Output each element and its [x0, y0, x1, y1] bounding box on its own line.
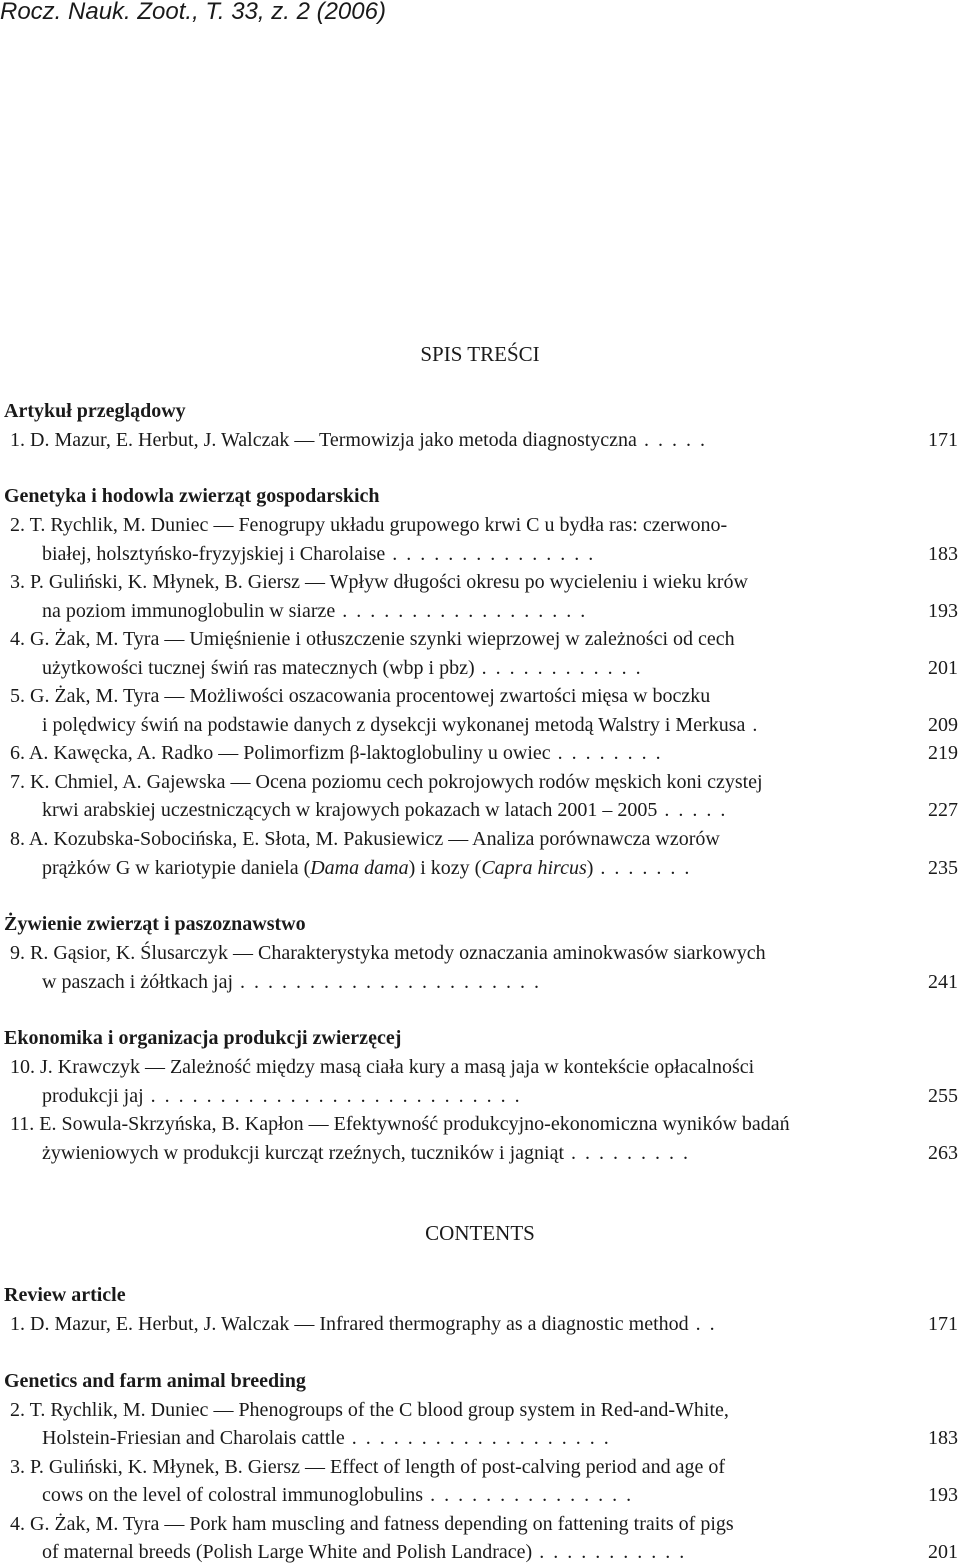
toc-entry-text: 7. K. Chmiel, A. Gajewska — Ocena poziomu cech pokrojowych rodów męskich koni czystej — [10, 771, 763, 793]
page-number: 219 — [928, 742, 958, 764]
toc-entry-continuation[interactable] — [0, 1481, 960, 1509]
toc-entry-text: 3. P. Guliński, K. Młynek, B. Giersz — Wpływ długości okresu po wycieleniu i wieku krów — [10, 571, 748, 593]
page-number: 183 — [928, 543, 958, 565]
leader-dots: . . . . . . . — [593, 857, 692, 879]
toc-entry[interactable] — [0, 682, 960, 710]
contents-title-en: CONTENTS — [425, 1221, 535, 1245]
leader-dots: . . . . . . . . . . . . . . . . . . . . . . . . . . . — [143, 1085, 522, 1107]
leader-dots: . . . . . . . . . . . . — [474, 657, 643, 679]
toc-entry-continuation[interactable] — [0, 711, 960, 739]
toc-entry-text: cows on the level of colostral immunoglobulins — [42, 1484, 424, 1506]
page-number: 193 — [928, 1484, 958, 1506]
toc-entry-text: 10. J. Krawczyk — Zależność między masą ciała kury a masą jaja w kontekście opłacalności — [10, 1056, 755, 1078]
page-number: 171 — [928, 429, 958, 451]
toc-entry-text: produkcji jaj — [42, 1085, 144, 1107]
toc-entry-text: prążków G w kariotypie daniela ( — [42, 857, 311, 879]
toc-entry-continuation[interactable] — [0, 1082, 960, 1110]
toc-entry-continuation[interactable] — [0, 968, 960, 996]
toc-entry-text: na poziom immunoglobulin w siarze — [42, 600, 336, 622]
toc-entry-text: białej, holsztyńsko-fryzyjskiej i Charolaise — [42, 543, 386, 565]
toc-entry-text: 3. P. Guliński, K. Młynek, B. Giersz — Effect of length of post-calving period and age of — [10, 1456, 726, 1478]
toc-entry-continuation[interactable] — [0, 597, 960, 625]
section-heading: Artykuł przeglądowy — [4, 400, 186, 422]
toc-entry[interactable] — [0, 511, 960, 539]
section-heading: Genetics and farm animal breeding — [4, 1370, 306, 1392]
toc-entry-continuation[interactable] — [0, 540, 960, 568]
toc-entry-continuation[interactable] — [0, 1538, 960, 1566]
leader-dots: . . . . . — [636, 429, 707, 451]
leader-dots: . . . . . . . . . — [564, 1142, 691, 1164]
section-heading: Żywienie zwierząt i paszoznawstwo — [4, 913, 306, 935]
page-number: 201 — [928, 1541, 958, 1563]
page-number: 255 — [928, 1085, 958, 1107]
toc-entry-text: w paszach i żółtkach jaj — [42, 971, 234, 993]
toc-entry[interactable] — [0, 739, 960, 767]
page-number: 183 — [928, 1427, 958, 1449]
toc-entry[interactable] — [0, 825, 960, 853]
page-number: 171 — [928, 1313, 958, 1335]
toc-entry-text: ) i kozy ( — [408, 857, 482, 879]
toc-entry[interactable] — [0, 1453, 960, 1481]
species-name: Capra hircus — [481, 857, 587, 879]
toc-entry-text: of maternal breeds (Polish Large White and Polish Landrace) — [42, 1541, 533, 1563]
toc-entry-text: 1. D. Mazur, E. Herbut, J. Walczak — Termowizja jako metoda diagnostyczna — [10, 429, 637, 451]
toc-entry-text: 6. A. Kawęcka, A. Radko — Polimorfizm β-laktoglobuliny u owiec — [10, 742, 551, 764]
toc-entry[interactable] — [0, 1396, 960, 1424]
toc-entry-text: i polędwicy świń na podstawie danych z dysekcji wykonanej metodą Walstry i Merkusa — [42, 714, 746, 736]
toc-entry[interactable] — [0, 1110, 960, 1138]
toc-entry-text: 5. G. Żak, M. Tyra — Możliwości oszacowania procentowej zwartości mięsa w boczku — [10, 685, 711, 707]
toc-entry-continuation[interactable] — [0, 854, 960, 882]
leader-dots: . . . . . . . . . . . . . . . . . . . — [344, 1427, 611, 1449]
toc-entry[interactable] — [0, 768, 960, 796]
toc-entry-continuation[interactable] — [0, 1424, 960, 1452]
toc-entry-text: 8. A. Kozubska-Sobocińska, E. Słota, M. Pakusiewicz — Analiza porównawcza wzorów — [10, 828, 720, 850]
toc-entry-text: ) — [586, 857, 594, 879]
toc-entry[interactable] — [0, 939, 960, 967]
toc-entry-text: krwi arabskiej uczestniczących w krajowych pokazach w latach 2001 – 2005 — [42, 799, 658, 821]
toc-entry-text: 11. E. Sowula-Skrzyńska, B. Kapłon — Efektywność produkcyjno-ekonomiczna wyników badań — [10, 1113, 790, 1135]
toc-entry-text: użytkowości tucznej świń ras matecznych (wbp i pbz) — [42, 657, 475, 679]
leader-dots: . . . . . . . . . . . . . . . — [385, 543, 596, 565]
page-number: 241 — [928, 971, 958, 993]
section-heading: Review article — [4, 1284, 126, 1306]
leader-dots: . — [745, 714, 760, 736]
page-number: 193 — [928, 600, 958, 622]
toc-entry[interactable] — [0, 1053, 960, 1081]
toc-entry-text: 9. R. Gąsior, K. Ślusarczyk — Charakterystyka metody oznaczania aminokwasów siarkowych — [10, 942, 766, 964]
page-number: 209 — [928, 714, 958, 736]
leader-dots: . . . . . . . . . . . . . . . . . . — [335, 600, 588, 622]
toc-entry[interactable] — [0, 426, 960, 454]
toc-entry-text: 1. D. Mazur, E. Herbut, J. Walczak — Infrared thermography as a diagnostic method — [10, 1313, 689, 1335]
section-heading: Ekonomika i organizacja produkcji zwierzęcej — [4, 1027, 402, 1049]
toc-entry-text: 2. T. Rychlik, M. Duniec — Fenogrupy układu grupowego krwi C u bydła ras: czerwono- — [10, 514, 728, 536]
toc-entry-text: żywieniowych w produkcji kurcząt rzeźnych, tuczników i jagniąt — [42, 1142, 565, 1164]
toc-entry[interactable] — [0, 1510, 960, 1538]
toc-entry-text: Holstein-Friesian and Charolais cattle — [42, 1427, 345, 1449]
leader-dots: . . — [688, 1313, 717, 1335]
toc-entry-text: 2. T. Rychlik, M. Duniec — Phenogroups of the C blood group system in Red-and-White, — [10, 1399, 729, 1421]
page-number: 227 — [928, 799, 958, 821]
page-number: 201 — [928, 657, 958, 679]
toc-entry-continuation[interactable] — [0, 796, 960, 824]
leader-dots: . . . . . . . . . . . . . . . — [423, 1484, 634, 1506]
page-number: 263 — [928, 1142, 958, 1164]
page-number: 235 — [928, 857, 958, 879]
leader-dots: . . . . . . . . — [550, 742, 663, 764]
journal-header: Rocz. Nauk. Zoot., T. 33, z. 2 (2006) — [0, 0, 386, 25]
toc-entry-continuation[interactable] — [0, 1139, 960, 1167]
contents-title-pl: SPIS TREŚCI — [420, 342, 540, 366]
section-heading: Genetyka i hodowla zwierząt gospodarskich — [4, 485, 380, 507]
species-name: Dama dama — [310, 857, 409, 879]
leader-dots: . . . . . . . . . . . — [532, 1541, 687, 1563]
toc-entry-continuation[interactable] — [0, 654, 960, 682]
leader-dots: . . . . . . . . . . . . . . . . . . . . . . — [233, 971, 542, 993]
toc-entry[interactable] — [0, 1310, 960, 1338]
toc-entry[interactable] — [0, 625, 960, 653]
toc-entry-text: 4. G. Żak, M. Tyra — Pork ham muscling and fatness depending on fattening traits of pigs — [10, 1513, 734, 1535]
toc-entry-text: 4. G. Żak, M. Tyra — Umięśnienie i otłuszczenie szynki wieprzowej w zależności od cech — [10, 628, 735, 650]
toc-entry[interactable] — [0, 568, 960, 596]
leader-dots: . . . . . — [657, 799, 728, 821]
